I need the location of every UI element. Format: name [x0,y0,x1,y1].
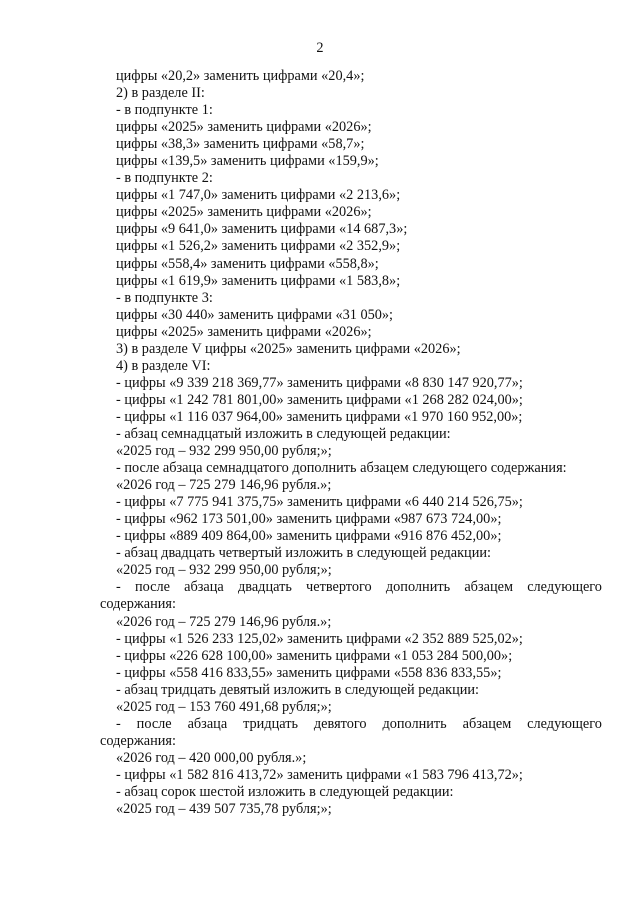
text-line: «2025 год – 932 299 950,00 рубля;»; [116,443,332,460]
text-line: - в подпункте 3: [116,289,213,306]
text-line: цифры «1 747,0» заменить цифрами «2 213,6»; [116,187,401,204]
text-line: - абзац сорок шестой изложить в следующей редакции: [116,783,454,800]
text-line: - абзац двадцать четвертый изложить в следующей редакции: [116,545,491,562]
text-line: цифры «1 619,9» заменить цифрами «1 583,8»; [116,272,401,289]
text-line: «2025 год – 932 299 950,00 рубля;»; [116,562,332,579]
word: четвертого [306,579,372,596]
word: - [116,579,121,596]
text-line: «2025 год – 439 507 735,78 рубля;»; [116,801,332,818]
text-line [116,579,602,596]
word: после [136,715,172,732]
text-line: - цифры «9 339 218 369,77» заменить цифрами «8 830 147 920,77»; [116,374,523,391]
text-line: - цифры «7 775 941 375,75» заменить цифрами «6 440 214 526,75»; [116,494,523,511]
text-line: цифры «9 641,0» заменить цифрами «14 687,3»; [116,221,408,238]
word: - [116,715,121,732]
text-line: цифры «1 526,2» заменить цифрами «2 352,9»; [116,238,401,255]
word: дополнить [385,579,451,596]
text-line: цифры «2025» заменить цифрами «2026»; [116,323,372,340]
text-line: «2026 год – 725 279 146,96 рубля.»; [116,477,332,494]
text-line: цифры «30 440» заменить цифрами «31 050»; [116,306,394,323]
text-line [116,716,602,733]
text-line: цифры «2025» заменить цифрами «2026»; [116,119,372,136]
text-line: «2026 год – 420 000,00 рубля.»; [116,749,307,766]
word: следующего [527,579,602,596]
word: после [134,579,170,596]
text-line: 4) в разделе VI: [116,357,211,374]
word: абзацем [462,715,512,732]
text-line: 3) в разделе V цифры «2025» заменить цифрами «2026»; [116,340,461,357]
text-line: «2026 год – 725 279 146,96 рубля.»; [116,613,332,630]
text-line: цифры «139,5» заменить цифрами «159,9»; [116,153,379,170]
text-line: - в подпункте 1: [116,102,213,119]
text-line: - цифры «1 526 233 125,02» заменить цифрами «2 352 889 525,02»; [116,630,523,647]
text-line: цифры «38,3» заменить цифрами «58,7»; [116,136,365,153]
text-line: - абзац семнадцатый изложить в следующей редакции: [116,425,451,442]
text-line: цифры «558,4» заменить цифрами «558,8»; [116,255,379,272]
word: абзаца [184,579,224,596]
text-line: - после абзаца семнадцатого дополнить абзацем следующего содержания: [116,460,567,477]
text-line: - в подпункте 2: [116,170,213,187]
text-line: - цифры «226 628 100,00» заменить цифрами «1 053 284 500,00»; [116,647,513,664]
text-line: цифры «20,2» заменить цифрами «20,4»; [116,68,365,84]
page-number: 2 [316,40,324,56]
word: абзацем [464,579,513,596]
text-line: содержания: [100,732,176,749]
text-line: цифры «2025» заменить цифрами «2026»; [116,204,372,221]
word: дополнить [382,715,447,732]
text-line: 2) в разделе II: [116,85,205,102]
word: тридцать [243,715,298,732]
text-line: - абзац тридцать девятый изложить в следующей редакции: [116,681,480,698]
word: девятого [313,715,367,732]
text-line: содержания: [100,596,176,613]
word: абзаца [187,715,228,732]
text-line: - цифры «1 116 037 964,00» заменить цифрами «1 970 160 952,00»; [116,408,523,425]
text-line: - цифры «1 242 781 801,00» заменить цифрами «1 268 282 024,00»; [116,391,523,408]
text-line: - цифры «889 409 864,00» заменить цифрами «916 876 452,00»; [116,528,502,545]
word: двадцать [237,579,292,596]
text-line: - цифры «1 582 816 413,72» заменить цифрами «1 583 796 413,72»; [116,766,523,783]
word: следующего [527,715,602,732]
text-line: - цифры «962 173 501,00» заменить цифрами «987 673 724,00»; [116,511,502,528]
text-line: - цифры «558 416 833,55» заменить цифрами «558 836 833,55»; [116,664,502,681]
text-line: «2025 год – 153 760 491,68 рубля;»; [116,698,332,715]
document-body [100,68,602,818]
